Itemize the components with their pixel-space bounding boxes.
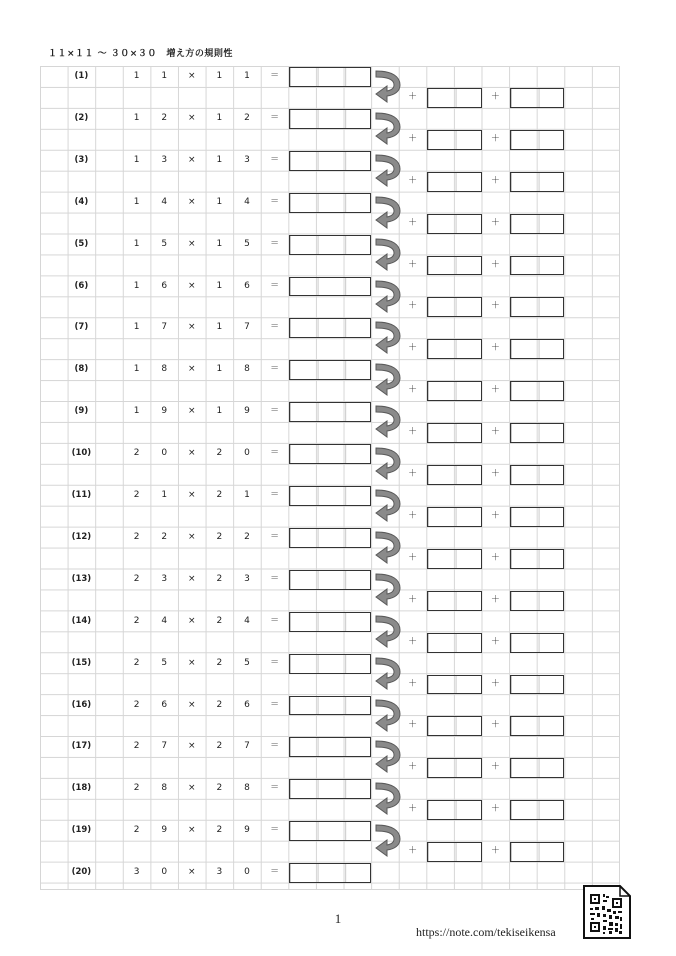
curved-arrow-icon <box>373 446 407 482</box>
curved-arrow-icon <box>373 823 407 859</box>
digit-b-ones: 9 <box>244 825 250 836</box>
plus-sign: ＋ <box>490 678 500 689</box>
increment-box[interactable] <box>510 339 564 359</box>
worksheet-grid <box>40 66 620 890</box>
increment-box[interactable] <box>427 423 481 443</box>
increment-box[interactable] <box>427 507 481 527</box>
equals-sign: ＝ <box>270 154 280 165</box>
digit-a-tens: 1 <box>133 112 140 123</box>
increment-box[interactable] <box>510 842 564 862</box>
digit-b-tens: 3 <box>216 867 223 878</box>
digit-a-tens: 1 <box>133 280 140 291</box>
digit-b-ones: 4 <box>244 615 250 626</box>
answer-box[interactable] <box>289 318 371 338</box>
increment-box[interactable] <box>427 172 481 192</box>
times-sign: × <box>188 573 196 584</box>
plus-sign: ＋ <box>490 385 500 396</box>
increment-box[interactable] <box>427 256 481 276</box>
times-sign: × <box>188 741 196 752</box>
times-sign: × <box>188 196 196 207</box>
digit-a-tens: 1 <box>133 364 140 375</box>
digit-b-ones: 0 <box>244 867 250 878</box>
answer-box[interactable] <box>289 570 371 590</box>
curved-arrow-icon <box>373 69 407 105</box>
equals-sign: ＝ <box>270 531 280 542</box>
digit-b-ones: 2 <box>244 531 250 542</box>
curved-arrow-icon <box>373 404 407 440</box>
digit-b-tens: 1 <box>216 364 223 375</box>
equals-sign: ＝ <box>270 406 280 417</box>
increment-box[interactable] <box>427 842 481 862</box>
plus-sign: ＋ <box>408 552 418 563</box>
digit-a-ones: 3 <box>161 154 168 165</box>
plus-sign: ＋ <box>408 259 418 270</box>
plus-sign: ＋ <box>490 594 500 605</box>
increment-box[interactable] <box>510 256 564 276</box>
plus-sign: ＋ <box>408 385 418 396</box>
problem-label: (13) <box>71 573 92 584</box>
plus-sign: ＋ <box>490 552 500 563</box>
answer-box[interactable] <box>289 654 371 674</box>
plus-sign: ＋ <box>408 720 418 731</box>
answer-box[interactable] <box>289 821 371 841</box>
plus-sign: ＋ <box>490 510 500 521</box>
digit-a-ones: 7 <box>161 741 168 752</box>
times-sign: × <box>188 699 196 710</box>
plus-sign: ＋ <box>408 301 418 312</box>
digit-b-ones: 5 <box>244 238 250 249</box>
equals-sign: ＝ <box>270 699 280 710</box>
increment-box[interactable] <box>427 591 481 611</box>
plus-sign: ＋ <box>490 846 500 857</box>
problem-label: (7) <box>74 322 89 333</box>
curved-arrow-icon <box>373 362 407 398</box>
curved-arrow-icon <box>373 153 407 189</box>
times-sign: × <box>188 71 196 81</box>
curved-arrow-icon <box>373 781 407 817</box>
equals-sign: ＝ <box>270 238 280 249</box>
digit-a-tens: 1 <box>133 406 140 417</box>
digit-b-tens: 2 <box>216 657 223 668</box>
digit-a-tens: 2 <box>133 825 140 836</box>
digit-a-tens: 1 <box>133 196 140 207</box>
plus-sign: ＋ <box>490 133 500 144</box>
digit-b-tens: 1 <box>216 196 223 207</box>
qr-code-icon <box>582 884 632 940</box>
plus-sign: ＋ <box>408 91 418 102</box>
answer-box[interactable] <box>289 67 371 87</box>
equals-sign: ＝ <box>270 196 280 207</box>
digit-a-ones: 1 <box>161 490 168 500</box>
equals-sign: ＝ <box>270 783 280 794</box>
digit-a-tens: 1 <box>133 71 140 81</box>
problem-label: (18) <box>71 783 92 794</box>
digit-a-tens: 1 <box>133 154 140 165</box>
digit-b-ones: 6 <box>244 280 250 291</box>
plus-sign: ＋ <box>490 469 500 480</box>
increment-box[interactable] <box>510 297 564 317</box>
increment-box[interactable] <box>510 214 564 234</box>
digit-a-tens: 2 <box>133 741 140 752</box>
digit-b-tens: 2 <box>216 783 223 794</box>
plus-sign: ＋ <box>490 804 500 815</box>
increment-box[interactable] <box>427 800 481 820</box>
equals-sign: ＝ <box>270 615 280 626</box>
curved-arrow-icon <box>373 195 407 231</box>
problem-label: (10) <box>71 448 92 459</box>
answer-box[interactable] <box>289 444 371 464</box>
digit-a-ones: 3 <box>161 573 168 584</box>
increment-box[interactable] <box>510 381 564 401</box>
worksheet-title: １１×１１ ～ ３０×３０ 増え方の規則性 <box>48 49 233 59</box>
curved-arrow-icon <box>373 698 407 734</box>
times-sign: × <box>188 280 196 291</box>
digit-a-ones: 0 <box>161 448 168 459</box>
increment-box[interactable] <box>510 675 564 695</box>
answer-box[interactable] <box>289 235 371 255</box>
plus-sign: ＋ <box>408 343 418 354</box>
digit-b-ones: 1 <box>244 71 250 81</box>
curved-arrow-icon <box>373 237 407 273</box>
digit-a-tens: 3 <box>133 867 140 878</box>
increment-box[interactable] <box>427 716 481 736</box>
answer-box[interactable] <box>289 277 371 297</box>
problem-label: (17) <box>71 741 92 752</box>
answer-box[interactable] <box>289 193 371 213</box>
times-sign: × <box>188 615 196 626</box>
plus-sign: ＋ <box>490 259 500 270</box>
answer-box[interactable] <box>289 528 371 548</box>
answer-box[interactable] <box>289 402 371 422</box>
curved-arrow-icon <box>373 572 407 608</box>
plus-sign: ＋ <box>490 720 500 731</box>
equals-sign: ＝ <box>270 364 280 375</box>
plus-sign: ＋ <box>408 804 418 815</box>
digit-b-tens: 2 <box>216 490 223 500</box>
problem-label: (20) <box>71 867 92 878</box>
increment-box[interactable] <box>510 507 564 527</box>
times-sign: × <box>188 657 196 668</box>
times-sign: × <box>188 364 196 375</box>
digit-b-tens: 1 <box>216 322 223 333</box>
digit-a-ones: 5 <box>161 238 168 249</box>
plus-sign: ＋ <box>408 594 418 605</box>
problem-label: (16) <box>71 699 92 710</box>
digit-b-tens: 2 <box>216 448 223 459</box>
digit-b-tens: 1 <box>216 280 223 291</box>
page-number: 1 <box>334 911 342 926</box>
digit-b-tens: 2 <box>216 615 223 626</box>
plus-sign: ＋ <box>408 427 418 438</box>
digit-b-ones: 3 <box>244 154 250 165</box>
answer-box[interactable] <box>289 360 371 380</box>
plus-sign: ＋ <box>490 762 500 773</box>
plus-sign: ＋ <box>408 636 418 647</box>
times-sign: × <box>188 238 196 249</box>
plus-sign: ＋ <box>408 133 418 144</box>
digit-b-ones: 6 <box>244 699 250 710</box>
problem-label: (12) <box>71 531 92 542</box>
footer-url[interactable]: https://note.com/tekiseikensa <box>416 925 556 939</box>
increment-box[interactable] <box>427 675 481 695</box>
digit-a-ones: 7 <box>161 322 168 333</box>
digit-b-tens: 1 <box>216 71 223 81</box>
plus-sign: ＋ <box>490 427 500 438</box>
increment-box[interactable] <box>510 716 564 736</box>
digit-a-tens: 1 <box>133 322 140 333</box>
digit-a-tens: 2 <box>133 573 140 584</box>
answer-box[interactable] <box>289 696 371 716</box>
increment-box[interactable] <box>510 591 564 611</box>
plus-sign: ＋ <box>408 175 418 186</box>
curved-arrow-icon <box>373 111 407 147</box>
plus-sign: ＋ <box>490 343 500 354</box>
increment-box[interactable] <box>510 88 564 108</box>
increment-box[interactable] <box>427 130 481 150</box>
times-sign: × <box>188 112 196 123</box>
plus-sign: ＋ <box>408 469 418 480</box>
increment-box[interactable] <box>510 172 564 192</box>
equals-sign: ＝ <box>270 71 280 81</box>
answer-box[interactable] <box>289 109 371 129</box>
digit-a-ones: 5 <box>161 657 168 668</box>
digit-b-tens: 1 <box>216 238 223 249</box>
equals-sign: ＝ <box>270 322 280 333</box>
problem-label: (5) <box>74 238 89 249</box>
digit-b-tens: 1 <box>216 112 223 123</box>
plus-sign: ＋ <box>408 510 418 521</box>
increment-box[interactable] <box>510 549 564 569</box>
digit-a-ones: 9 <box>161 825 168 836</box>
answer-box[interactable] <box>289 863 371 883</box>
curved-arrow-icon <box>373 614 407 650</box>
increment-box[interactable] <box>427 297 481 317</box>
plus-sign: ＋ <box>490 301 500 312</box>
problem-label: (2) <box>74 112 89 123</box>
digit-a-ones: 6 <box>161 699 168 710</box>
increment-box[interactable] <box>427 465 481 485</box>
digit-b-ones: 9 <box>244 406 250 417</box>
answer-box[interactable] <box>289 737 371 757</box>
digit-a-ones: 8 <box>161 783 168 794</box>
times-sign: × <box>188 531 196 542</box>
increment-box[interactable] <box>427 549 481 569</box>
times-sign: × <box>188 322 196 333</box>
digit-b-ones: 7 <box>244 322 250 333</box>
curved-arrow-icon <box>373 656 407 692</box>
equals-sign: ＝ <box>270 867 280 878</box>
problem-label: (3) <box>74 154 89 165</box>
plus-sign: ＋ <box>490 636 500 647</box>
equals-sign: ＝ <box>270 490 280 500</box>
digit-a-ones: 2 <box>161 112 168 123</box>
digit-b-tens: 2 <box>216 699 223 710</box>
answer-box[interactable] <box>289 151 371 171</box>
equals-sign: ＝ <box>270 280 280 291</box>
digit-a-ones: 4 <box>161 196 168 207</box>
increment-box[interactable] <box>510 465 564 485</box>
digit-a-ones: 2 <box>161 531 168 542</box>
curved-arrow-icon <box>373 320 407 356</box>
problem-label: (6) <box>74 280 89 291</box>
increment-box[interactable] <box>510 423 564 443</box>
digit-b-tens: 1 <box>216 154 223 165</box>
curved-arrow-icon <box>373 279 407 315</box>
digit-a-tens: 2 <box>133 490 140 500</box>
digit-b-tens: 1 <box>216 406 223 417</box>
plus-sign: ＋ <box>490 175 500 186</box>
increment-box[interactable] <box>427 381 481 401</box>
increment-box[interactable] <box>427 339 481 359</box>
increment-box[interactable] <box>427 214 481 234</box>
digit-a-ones: 4 <box>161 615 168 626</box>
problem-label: (9) <box>74 406 89 417</box>
increment-box[interactable] <box>427 88 481 108</box>
digit-a-ones: 9 <box>161 406 168 417</box>
plus-sign: ＋ <box>490 91 500 102</box>
digit-b-ones: 7 <box>244 741 250 752</box>
digit-b-ones: 5 <box>244 657 250 668</box>
plus-sign: ＋ <box>408 217 418 228</box>
equals-sign: ＝ <box>270 573 280 584</box>
problem-label: (15) <box>71 657 92 668</box>
curved-arrow-icon <box>373 488 407 524</box>
times-sign: × <box>188 448 196 459</box>
plus-sign: ＋ <box>408 762 418 773</box>
digit-a-tens: 2 <box>133 657 140 668</box>
times-sign: × <box>188 154 196 165</box>
digit-b-tens: 2 <box>216 741 223 752</box>
digit-b-ones: 1 <box>244 490 250 500</box>
times-sign: × <box>188 783 196 794</box>
curved-arrow-icon <box>373 739 407 775</box>
problem-label: (19) <box>71 825 92 836</box>
answer-box[interactable] <box>289 779 371 799</box>
times-sign: × <box>188 406 196 417</box>
plus-sign: ＋ <box>408 846 418 857</box>
increment-box[interactable] <box>510 130 564 150</box>
digit-a-tens: 2 <box>133 699 140 710</box>
times-sign: × <box>188 490 196 500</box>
digit-a-ones: 8 <box>161 364 168 375</box>
problem-label: (4) <box>74 196 89 207</box>
increment-box[interactable] <box>510 758 564 778</box>
digit-b-ones: 8 <box>244 364 250 375</box>
digit-a-tens: 2 <box>133 448 140 459</box>
digit-b-ones: 4 <box>244 196 250 207</box>
equals-sign: ＝ <box>270 657 280 668</box>
answer-box[interactable] <box>289 612 371 632</box>
problem-label: (11) <box>71 490 92 500</box>
equals-sign: ＝ <box>270 112 280 123</box>
problem-label: (1) <box>74 71 89 81</box>
times-sign: × <box>188 825 196 836</box>
increment-box[interactable] <box>427 633 481 653</box>
increment-box[interactable] <box>510 633 564 653</box>
digit-a-tens: 2 <box>133 531 140 542</box>
digit-a-ones: 0 <box>161 867 168 878</box>
equals-sign: ＝ <box>270 741 280 752</box>
digit-b-tens: 2 <box>216 825 223 836</box>
increment-box[interactable] <box>427 758 481 778</box>
problem-label: (8) <box>74 364 89 375</box>
digit-a-tens: 2 <box>133 615 140 626</box>
problem-label: (14) <box>71 615 92 626</box>
equals-sign: ＝ <box>270 825 280 836</box>
digit-a-ones: 6 <box>161 280 168 291</box>
plus-sign: ＋ <box>490 217 500 228</box>
answer-box[interactable] <box>289 486 371 506</box>
digit-b-ones: 2 <box>244 112 250 123</box>
digit-a-ones: 1 <box>161 71 168 81</box>
digit-b-ones: 0 <box>244 448 250 459</box>
digit-b-tens: 2 <box>216 573 223 584</box>
curved-arrow-icon <box>373 530 407 566</box>
equals-sign: ＝ <box>270 448 280 459</box>
digit-b-tens: 2 <box>216 531 223 542</box>
increment-box[interactable] <box>510 800 564 820</box>
plus-sign: ＋ <box>408 678 418 689</box>
digit-a-tens: 2 <box>133 783 140 794</box>
digit-b-ones: 8 <box>244 783 250 794</box>
times-sign: × <box>188 867 196 878</box>
digit-a-tens: 1 <box>133 238 140 249</box>
digit-b-ones: 3 <box>244 573 250 584</box>
